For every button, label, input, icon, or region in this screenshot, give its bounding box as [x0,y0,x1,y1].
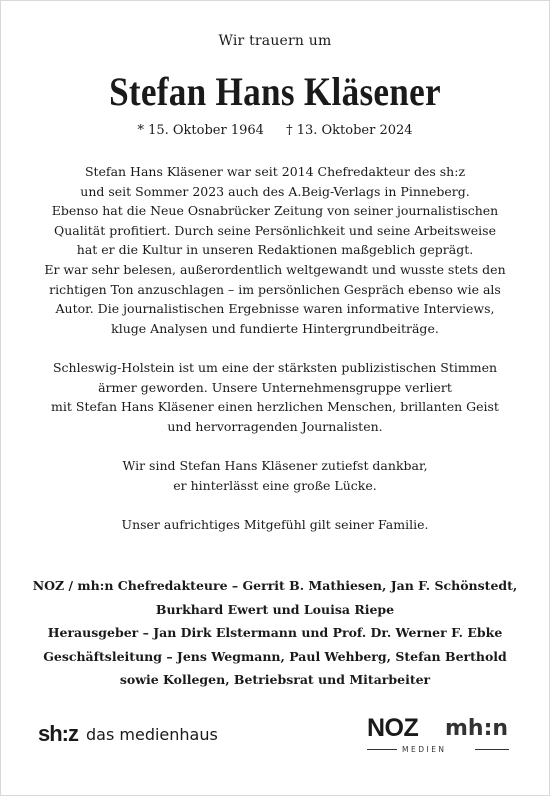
life-dates [0,123,550,138]
signer-line: NOZ / mh:n Chefredakteure – Gerrit B. Mathiesen, Jan F. Schönstedt, [32,578,518,593]
signer-line: Herausgeber – Jan Dirk Elstermann und Prof. Dr. Werner F. Ebke [47,625,503,640]
body-line: und hervorragenden Journalisten. [167,418,383,434]
noz-mhn-logo [367,714,509,758]
body-line: richtigen Ton anzuschlagen – im persönlichen Gespräch ebenso wie als [49,281,501,297]
deceased-name: Stefan Hans Kläsener [109,69,441,114]
intro-text: Wir trauern um [218,33,332,49]
birth-date: * 15. Oktober 1964 [137,123,264,138]
body-line: Er war sehr belesen, außerordentlich weltgewandt und wusste stets den [44,261,506,277]
body-line: er hinterlässt eine große Lücke. [173,477,377,493]
mhn-logo-mark: mh:n [445,716,509,741]
body-line: Autor. Die journalistischen Ergebnisse waren informative Interviews, [55,301,495,317]
logo-rule-left [367,749,397,750]
body-line: kluge Analysen und fundierte Hintergrundbeiträge. [111,320,439,336]
noz-logo-mark: NOZ [367,714,419,742]
signer-line: Geschäftsleitung – Jens Wegmann, Paul Wehberg, Stefan Berthold [43,648,507,664]
shz-logo-text: das medienhaus [86,724,218,744]
paragraph-tribute [35,162,515,338]
body-line: und seit Sommer 2023 auch des A.Beig-Verlags in Pinneberg. [80,183,470,199]
medien-label: MEDIEN [402,745,447,754]
body-line: Stefan Hans Kläsener war seit 2014 Chefredakteur des sh:z [84,164,466,179]
body-line: Unser aufrichtiges Mitgefühl gilt seiner Familie. [121,516,429,532]
paragraph-condolence [35,515,515,535]
paragraph-loss [35,358,515,436]
signers-block [20,574,530,692]
body-line: Wir sind Stefan Hans Kläsener zutiefst dankbar, [122,457,428,473]
body-line: mit Stefan Hans Kläsener einen herzlichen Menschen, brillanten Geist [51,399,499,415]
body-line: Schleswig-Holstein ist um eine der stärksten publizistischen Stimmen [52,359,498,375]
notice-body [35,162,515,554]
paragraph-gratitude [35,456,515,495]
shz-logo-mark: sh:z [38,721,78,746]
death-date: † 13. Oktober 2024 [286,123,413,138]
body-line: Qualität profitiert. Durch seine Persönlichkeit und seine Arbeitsweise [53,222,496,238]
logo-rule-right [475,749,509,750]
body-line: Ebenso hat die Neue Osnabrücker Zeitung von seiner journalistischen [51,203,499,219]
body-line: hat er die Kultur in unseren Redaktionen maßgeblich geprägt. [76,242,474,258]
signer-line: Burkhard Ewert und Louisa Riepe [155,601,395,617]
signer-line: sowie Kollegen, Betriebsrat und Mitarbeiter [119,672,431,687]
body-line: ärmer geworden. Unsere Unternehmensgruppe verliert [98,379,452,395]
shz-logo [38,721,218,747]
